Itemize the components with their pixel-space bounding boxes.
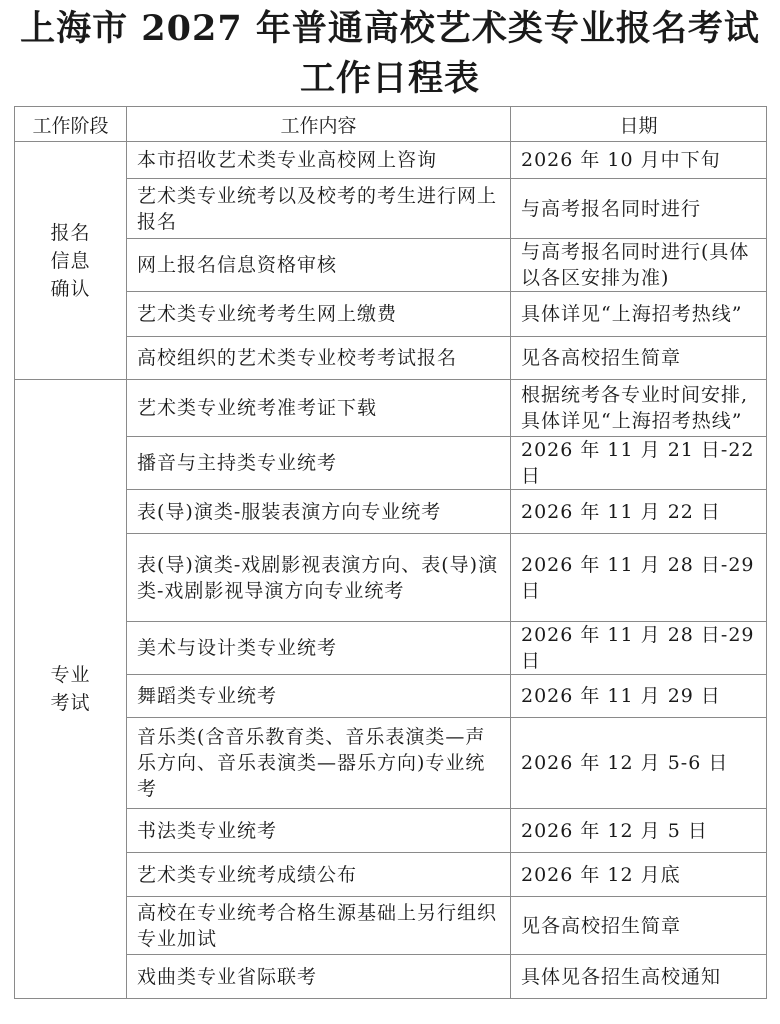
table-row [15, 622, 767, 675]
date-cell: 2026 年 12 月底 [511, 853, 767, 897]
table-row [15, 809, 767, 853]
stage-cell-exams [15, 380, 127, 999]
page-title: 上海市 2027 年普通高校艺术类专业报名考试 [20, 8, 760, 49]
table-row [15, 534, 767, 622]
content-cell: 戏曲类专业省际联考 [127, 955, 511, 999]
content-cell: 舞蹈类专业统考 [127, 675, 511, 718]
table-row [15, 955, 767, 999]
table-row [15, 437, 767, 490]
date-cell: 2026 年 11 月 22 日 [511, 490, 767, 534]
date-cell: 与高考报名同时进行(具体以各区安排为准) [511, 239, 767, 292]
table-row [15, 853, 767, 897]
content-cell: 音乐类(含音乐教育类、音乐表演类—声乐方向、音乐表演类—器乐方向)专业统考 [127, 718, 511, 809]
table-row [15, 142, 767, 179]
date-cell: 2026 年 10 月中下旬 [511, 142, 767, 179]
content-cell: 艺术类专业统考考生网上缴费 [127, 292, 511, 337]
content-cell: 书法类专业统考 [127, 809, 511, 853]
table-row [15, 337, 767, 380]
table-row [15, 897, 767, 955]
content-cell: 高校在专业统考合格生源基础上另行组织专业加试 [127, 897, 511, 955]
content-cell: 本市招收艺术类专业高校网上咨询 [127, 142, 511, 179]
date-cell: 见各高校招生简章 [511, 897, 767, 955]
content-cell: 美术与设计类专业统考 [127, 622, 511, 675]
stage-label: 专业考试 [50, 664, 91, 714]
date-cell: 2026 年 11 月 21 日-22 日 [511, 437, 767, 490]
content-cell: 艺术类专业统考成绩公布 [127, 853, 511, 897]
schedule-table [14, 106, 767, 999]
header-date: 日期 [511, 107, 767, 142]
date-cell: 具体见各招生高校通知 [511, 955, 767, 999]
content-cell: 高校组织的艺术类专业校考考试报名 [127, 337, 511, 380]
table-row [15, 239, 767, 292]
table-row [15, 718, 767, 809]
date-cell: 2026 年 12 月 5 日 [511, 809, 767, 853]
content-cell: 表(导)演类-服装表演方向专业统考 [127, 490, 511, 534]
date-cell: 具体详见“上海招考热线” [511, 292, 767, 337]
stage-label: 报名信息确认 [50, 221, 91, 300]
header-stage: 工作阶段 [15, 107, 127, 142]
content-cell: 艺术类专业统考准考证下载 [127, 380, 511, 437]
content-cell: 播音与主持类专业统考 [127, 437, 511, 490]
date-cell: 2026 年 11 月 28 日-29 日 [511, 534, 767, 622]
header-content: 工作内容 [127, 107, 511, 142]
table-row [15, 179, 767, 239]
date-cell: 2026 年 11 月 29 日 [511, 675, 767, 718]
date-cell: 2026 年 11 月 28 日-29 日 [511, 622, 767, 675]
content-cell: 表(导)演类-戏剧影视表演方向、表(导)演类-戏剧影视导演方向专业统考 [127, 534, 511, 622]
stage-cell-registration [15, 142, 127, 380]
date-cell: 与高考报名同时进行 [511, 179, 767, 239]
table-header-row [15, 107, 767, 142]
table-row [15, 675, 767, 718]
table-row [15, 380, 767, 437]
date-cell: 根据统考各专业时间安排,具体详见“上海招考热线” [511, 380, 767, 437]
table-row [15, 292, 767, 337]
table-row [15, 490, 767, 534]
content-cell: 网上报名信息资格审核 [127, 239, 511, 292]
page-subtitle: 工作日程表 [299, 58, 480, 99]
date-cell: 2026 年 12 月 5-6 日 [511, 718, 767, 809]
content-cell: 艺术类专业统考以及校考的考生进行网上报名 [127, 179, 511, 239]
date-cell: 见各高校招生简章 [511, 337, 767, 380]
